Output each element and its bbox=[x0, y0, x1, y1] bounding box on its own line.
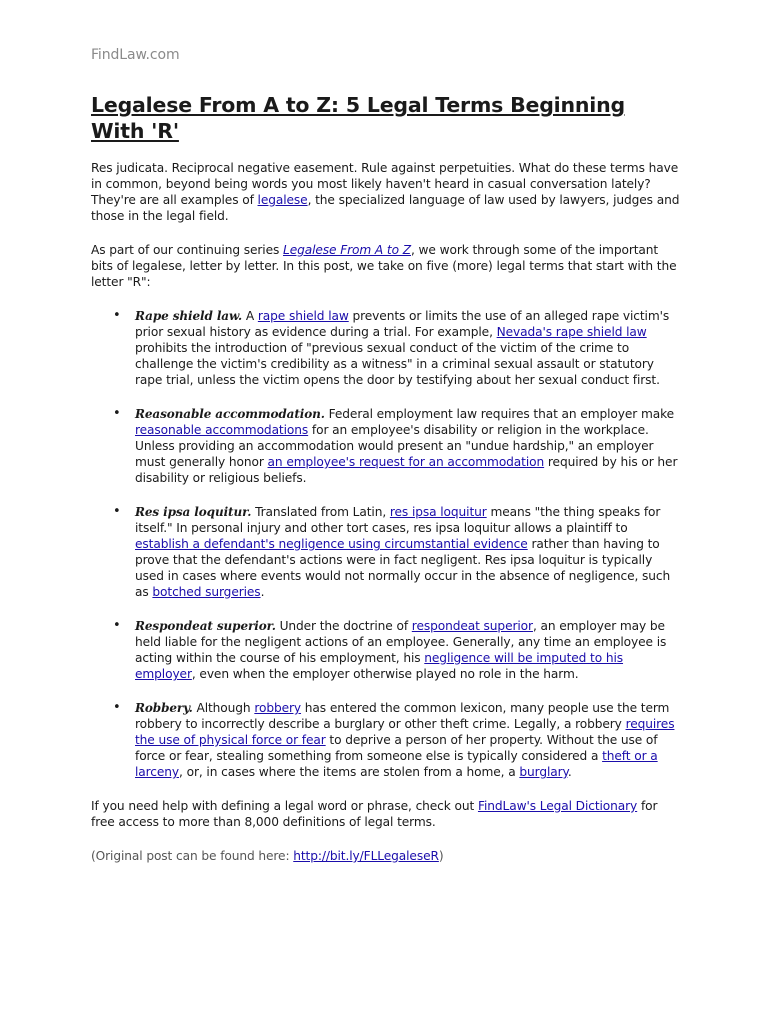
original-post-link[interactable]: http://bit.ly/FLLegaleseR bbox=[293, 849, 439, 863]
term-text: to deprive a person of her property. Without the use of force or fear, stealing something from someone else is typically considered a bbox=[135, 733, 658, 763]
term-heading: Robbery. bbox=[135, 701, 193, 715]
physical-force-link[interactable]: requires the use of physical force or fear bbox=[135, 717, 675, 747]
series-link[interactable]: Legalese From A to Z bbox=[283, 243, 411, 257]
term-text: Under the doctrine of bbox=[275, 619, 412, 633]
term-text: . bbox=[567, 765, 572, 779]
term-text: means "the thing speaks for itself." In personal injury and other tort cases, res ipsa loquitur allows a plaintiff to bbox=[135, 505, 661, 535]
theft-larceny-link[interactable]: theft or a larceny bbox=[135, 749, 658, 779]
term-text: , even when the employer otherwise played no role in the harm. bbox=[191, 667, 579, 681]
legalese-link[interactable]: legalese bbox=[257, 193, 308, 207]
intro-text-1: Res judicata. Reciprocal negative easement. Rule against perpetuities. What do these terms have in common, beyond being words you most likely haven't heard in casual conversation lately? They're are all examples of bbox=[91, 161, 679, 207]
closing-text-1: If you need help with defining a legal word or phrase, check out bbox=[91, 799, 478, 813]
circumstantial-evidence-link[interactable]: establish a defendant's negligence using circumstantial evidence bbox=[135, 537, 528, 551]
list-item-rape-shield-law bbox=[135, 308, 681, 388]
term-heading: Res ipsa loquitur. bbox=[135, 505, 252, 519]
term-text: for an employee's disability or religion in the workplace. Unless providing an accommodation would present an "undue hardship," an employer must generally honor bbox=[135, 423, 654, 469]
term-text: Although bbox=[192, 701, 255, 715]
robbery-link[interactable]: robbery bbox=[254, 701, 302, 715]
original-text-1: (Original post can be found here: bbox=[91, 849, 294, 863]
nevada-rape-shield-law-link[interactable]: Nevada's rape shield law bbox=[496, 325, 647, 339]
original-text-2: ) bbox=[438, 849, 444, 863]
site-name: FindLaw.com bbox=[91, 47, 180, 63]
intro-text-2: , the specialized language of law used by lawyers, judges and those in the legal field. bbox=[91, 193, 680, 223]
term-heading: Reasonable accommodation. bbox=[135, 407, 325, 421]
term-text: prohibits the introduction of "previous sexual conduct of the victim of the crime to challenge the victim's credibility as a witness" in a criminal sexual assault or statutory rape trial, unless the victim opens the door by testifying about her sexual conduct first. bbox=[135, 341, 660, 387]
list-item-res-ipsa-loquitur bbox=[135, 504, 681, 600]
intro-paragraph bbox=[91, 160, 681, 224]
document-page bbox=[91, 44, 681, 864]
list-item-respondeat-superior bbox=[135, 618, 681, 682]
term-text: Federal employment law requires that an employer make bbox=[324, 407, 675, 421]
term-text: , or, in cases where the items are stolen from a home, a bbox=[179, 765, 520, 779]
term-heading: Respondeat superior. bbox=[135, 619, 276, 633]
res-ipsa-loquitur-link[interactable]: res ipsa loquitur bbox=[389, 505, 487, 519]
term-text: prevents or limits the use of an alleged rape victim's prior sexual history as evidence during a trial. For example, bbox=[135, 309, 670, 339]
series-text-2: , we work through some of the important bits of legalese, letter by letter. In this post, we take on five (more) legal terms that start with the letter "R": bbox=[91, 243, 677, 289]
list-item-reasonable-accommodation bbox=[135, 406, 681, 486]
term-text: has entered the common lexicon, many people use the term robbery to incorrectly describe a burglary or other theft crime. Legally, a robbery bbox=[135, 701, 670, 731]
term-text: . bbox=[260, 585, 265, 599]
respondeat-superior-link[interactable]: respondeat superior bbox=[411, 619, 533, 633]
term-text: rather than having to prove that the defendant's actions were in fact negligent. Res ipsa loquitur is typically used in cases where events would not normally occur in the absence of negligence, such as bbox=[135, 537, 671, 599]
term-text: Translated from Latin, bbox=[251, 505, 390, 519]
terms-list bbox=[91, 308, 681, 780]
imputed-negligence-link[interactable]: negligence will be imputed to his employer bbox=[135, 651, 624, 681]
page-title: Legalese From A to Z: 5 Legal Terms Beginning With 'R' bbox=[91, 93, 625, 143]
rape-shield-law-link[interactable]: rape shield law bbox=[257, 309, 349, 323]
series-paragraph bbox=[91, 242, 681, 290]
burglary-link[interactable]: burglary bbox=[519, 765, 568, 779]
legal-dictionary-link[interactable]: FindLaw's Legal Dictionary bbox=[477, 799, 638, 813]
series-text-1: As part of our continuing series bbox=[91, 243, 283, 257]
term-heading: Rape shield law. bbox=[135, 309, 243, 323]
reasonable-accommodations-link[interactable]: reasonable accommodations bbox=[135, 423, 309, 437]
term-text: , an employer may be held liable for the negligent actions of an employee. Generally, any time an employee is acting within the course of his employment, his bbox=[135, 619, 667, 665]
accommodation-request-link[interactable]: an employee's request for an accommodation bbox=[267, 455, 545, 469]
botched-surgeries-link[interactable]: botched surgeries bbox=[152, 585, 261, 599]
original-post-paragraph bbox=[91, 848, 681, 864]
term-text: required by his or her disability or religious beliefs. bbox=[135, 455, 678, 485]
term-text: A bbox=[242, 309, 258, 323]
closing-text-2: for free access to more than 8,000 definitions of legal terms. bbox=[91, 799, 658, 829]
closing-paragraph bbox=[91, 798, 681, 830]
list-item-robbery bbox=[135, 700, 681, 780]
